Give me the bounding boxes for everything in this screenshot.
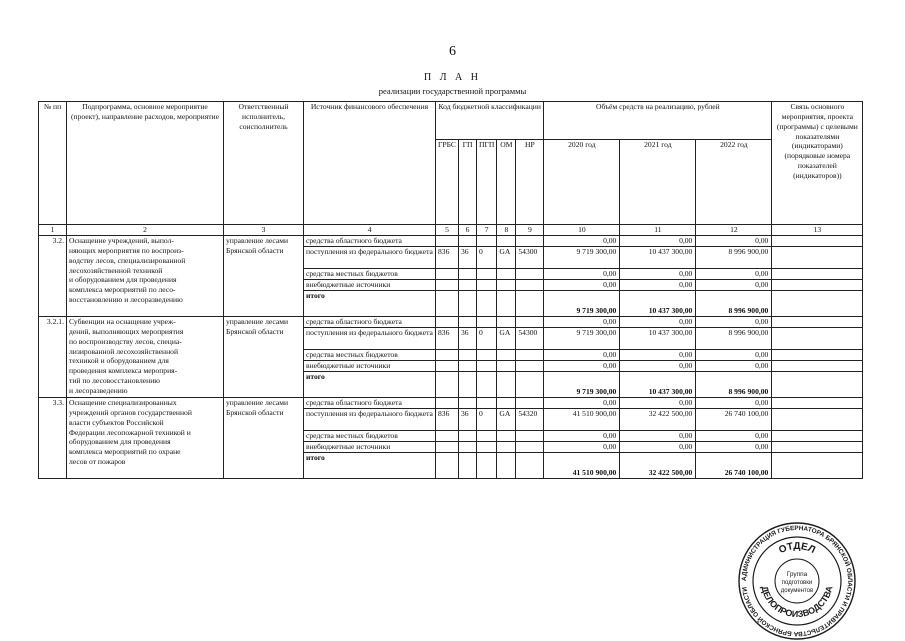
col-number: 2 <box>67 225 224 236</box>
col-number: 5 <box>436 225 459 236</box>
amount-cell: 0,00 <box>620 398 696 409</box>
budget-code <box>516 280 544 291</box>
amount-cell: 10 437 300,00 <box>620 291 696 317</box>
col-number: 13 <box>772 225 863 236</box>
budget-code <box>497 361 516 372</box>
header-gp: ГП <box>459 140 477 225</box>
executor: управление лесами Брянской области <box>224 317 304 398</box>
amount-cell: 26 740 100,00 <box>696 409 772 431</box>
budget-code <box>459 269 477 280</box>
budget-code <box>516 317 544 328</box>
stamp-top-text: ОТДЕЛ <box>777 540 817 557</box>
amount-cell: 9 719 300,00 <box>544 247 620 269</box>
budget-code: GA <box>497 409 516 431</box>
amount-cell: 0,00 <box>696 317 772 328</box>
office-stamp <box>737 521 857 641</box>
page-number: 6 <box>449 44 456 59</box>
funding-source: поступления из федерального бюджета <box>304 247 436 269</box>
amount-cell: 32 422 500,00 <box>620 409 696 431</box>
funding-source: внебюджетные источники <box>304 361 436 372</box>
funding-source: поступления из федерального бюджета <box>304 409 436 431</box>
measure-name: Субвенции на оснащение учреж- дений, выполняющих мероприятия по воспроизводству лесов, специа- лизированной лесохозяйственной техникой и оборудованием для проведения комплекса мероприя- тий по лесовосстановлению и лесоразведению <box>67 317 224 398</box>
budget-code <box>477 269 497 280</box>
budget-code <box>436 431 459 442</box>
indicator-link <box>772 409 863 431</box>
header-num: № пп <box>39 102 67 225</box>
funding-source: поступления из федерального бюджета <box>304 328 436 350</box>
funding-source: внебюджетные источники <box>304 442 436 453</box>
funding-source: внебюджетные источники <box>304 280 436 291</box>
col-number: 6 <box>459 225 477 236</box>
table-row <box>39 236 863 247</box>
col-number: 10 <box>544 225 620 236</box>
amount-cell: 0,00 <box>696 431 772 442</box>
budget-code <box>459 442 477 453</box>
funding-source: итого <box>304 453 436 479</box>
budget-code <box>477 291 497 317</box>
amount-cell: 0,00 <box>696 269 772 280</box>
indicator-link <box>772 453 863 479</box>
budget-code <box>436 453 459 479</box>
amount-cell: 0,00 <box>544 236 620 247</box>
budget-code <box>497 453 516 479</box>
budget-code <box>497 317 516 328</box>
budget-code <box>477 236 497 247</box>
budget-code: GA <box>497 328 516 350</box>
measure-name: Оснащение специализированных учреждений органов государственной власти субъектов Российской Федерации лесопожарной техникой и оборудованием для проведения комплекса мероприятий по охране лесов от пожаров <box>67 398 224 479</box>
amount-cell: 0,00 <box>544 317 620 328</box>
amount-cell: 0,00 <box>544 442 620 453</box>
indicator-link <box>772 431 863 442</box>
budget-code <box>497 372 516 398</box>
header-source: Источник финансового обеспечения <box>304 102 436 225</box>
budget-code <box>497 442 516 453</box>
budget-code <box>497 398 516 409</box>
amount-cell: 0,00 <box>620 236 696 247</box>
header-name: Подпрограмма, основное мероприятие (проект), направление расходов, мероприятие <box>67 102 224 225</box>
funding-source: средства областного бюджета <box>304 236 436 247</box>
amount-cell: 8 996 900,00 <box>696 372 772 398</box>
budget-code <box>516 361 544 372</box>
budget-code <box>477 350 497 361</box>
amount-cell: 0,00 <box>544 361 620 372</box>
budget-code: 54320 <box>516 409 544 431</box>
header-nr: НР <box>516 140 544 225</box>
amount-cell: 10 437 300,00 <box>620 247 696 269</box>
budget-code: 54300 <box>516 328 544 350</box>
amount-cell: 0,00 <box>696 398 772 409</box>
amount-cell: 10 437 300,00 <box>620 372 696 398</box>
budget-code <box>436 269 459 280</box>
indicator-link <box>772 269 863 280</box>
budget-code <box>516 431 544 442</box>
table-row <box>39 398 863 409</box>
budget-code <box>516 350 544 361</box>
amount-cell: 8 996 900,00 <box>696 247 772 269</box>
stamp-bottom-text: ДЕЛОПРОИЗВОДСТВА <box>759 584 835 620</box>
budget-code <box>497 269 516 280</box>
budget-code <box>477 398 497 409</box>
amount-cell: 10 437 300,00 <box>620 328 696 350</box>
budget-code <box>459 291 477 317</box>
amount-cell: 0,00 <box>544 269 620 280</box>
indicator-link <box>772 291 863 317</box>
budget-code <box>497 280 516 291</box>
amount-cell: 26 740 100,00 <box>696 453 772 479</box>
budget-code <box>477 280 497 291</box>
amount-cell: 0,00 <box>620 442 696 453</box>
budget-code <box>436 236 459 247</box>
header-link: Связь основного мероприятия, проекта (программы) с целевыми показателями (индикаторами) (порядковые номера показателей (индикаторов)) <box>772 102 863 225</box>
plan-title: П Л А Н <box>424 72 481 83</box>
budget-code: 836 <box>436 247 459 269</box>
col-number: 7 <box>477 225 497 236</box>
col-number: 9 <box>516 225 544 236</box>
budget-code: 0 <box>477 328 497 350</box>
indicator-link <box>772 350 863 361</box>
funding-source: средства местных бюджетов <box>304 350 436 361</box>
indicator-link <box>772 236 863 247</box>
measure-name: Оснащение учреждений, выпол- няющих мероприятия по воспроиз- водству лесов, специализированной лесохозяйственной техникой и оборудованием для проведения комплекса мероприятий по лесо- восстановлению и лесоразведению <box>67 236 224 317</box>
amount-cell: 8 996 900,00 <box>696 328 772 350</box>
budget-code: GA <box>497 247 516 269</box>
budget-code <box>477 442 497 453</box>
amount-cell: 0,00 <box>620 280 696 291</box>
budget-code <box>436 291 459 317</box>
amount-cell: 0,00 <box>696 280 772 291</box>
indicator-link <box>772 280 863 291</box>
indicator-link <box>772 398 863 409</box>
budget-code <box>436 372 459 398</box>
budget-code <box>436 317 459 328</box>
col-number: 11 <box>620 225 696 236</box>
budget-code <box>516 236 544 247</box>
budget-code: 54300 <box>516 247 544 269</box>
amount-cell: 0,00 <box>696 350 772 361</box>
amount-cell: 9 719 300,00 <box>544 372 620 398</box>
amount-cell: 9 719 300,00 <box>544 291 620 317</box>
budget-code <box>516 398 544 409</box>
budget-code <box>459 431 477 442</box>
stamp-center-line: подготовки <box>781 580 813 586</box>
budget-code <box>459 350 477 361</box>
budget-code: 836 <box>436 328 459 350</box>
funding-source: средства областного бюджета <box>304 317 436 328</box>
budget-code <box>436 350 459 361</box>
header-year-2021: 2021 год <box>620 140 696 225</box>
budget-code <box>459 280 477 291</box>
budget-code <box>459 398 477 409</box>
amount-cell: 9 719 300,00 <box>544 328 620 350</box>
budget-code: 36 <box>459 328 477 350</box>
amount-cell: 0,00 <box>544 431 620 442</box>
table-row <box>39 317 863 328</box>
stamp-center-line: документов <box>780 588 814 594</box>
budget-code <box>477 431 497 442</box>
budget-code <box>477 453 497 479</box>
budget-code: 836 <box>436 409 459 431</box>
header-grbs: ГРБС <box>436 140 459 225</box>
budget-code <box>516 291 544 317</box>
budget-code <box>516 372 544 398</box>
header-executor: Ответственный исполнитель, соисполнитель <box>224 102 304 225</box>
header-om: ОМ <box>497 140 516 225</box>
budget-code <box>497 350 516 361</box>
row-number: 3.2.1. <box>39 317 67 398</box>
budget-code <box>459 317 477 328</box>
amount-cell: 0,00 <box>620 431 696 442</box>
header-year-2022: 2022 год <box>696 140 772 225</box>
amount-cell: 0,00 <box>544 350 620 361</box>
budget-code <box>436 398 459 409</box>
budget-code <box>459 453 477 479</box>
amount-cell: 0,00 <box>544 280 620 291</box>
amount-cell: 0,00 <box>620 269 696 280</box>
amount-cell: 0,00 <box>696 361 772 372</box>
header-year-2020: 2020 год <box>544 140 620 225</box>
indicator-link <box>772 317 863 328</box>
budget-code <box>459 361 477 372</box>
budget-code <box>497 431 516 442</box>
amount-cell: 32 422 500,00 <box>620 453 696 479</box>
funding-source: средства местных бюджетов <box>304 269 436 280</box>
row-number: 3.3. <box>39 398 67 479</box>
col-number: 4 <box>304 225 436 236</box>
col-number: 1 <box>39 225 67 236</box>
indicator-link <box>772 247 863 269</box>
plan-table <box>38 101 863 479</box>
budget-code: 0 <box>477 247 497 269</box>
indicator-link <box>772 372 863 398</box>
budget-code <box>477 361 497 372</box>
funding-source: итого <box>304 372 436 398</box>
header-volume-group: Объём средств на реализацию, рублей <box>544 102 772 140</box>
budget-code <box>516 442 544 453</box>
indicator-link <box>772 442 863 453</box>
row-number: 3.2. <box>39 236 67 317</box>
budget-code <box>459 372 477 398</box>
budget-code: 36 <box>459 247 477 269</box>
stamp-center-line: Группа <box>786 571 808 578</box>
indicator-link <box>772 361 863 372</box>
col-number: 8 <box>497 225 516 236</box>
budget-code <box>516 453 544 479</box>
amount-cell: 8 996 900,00 <box>696 291 772 317</box>
funding-source: средства местных бюджетов <box>304 431 436 442</box>
header-pgp: ПГП <box>477 140 497 225</box>
budget-code <box>459 236 477 247</box>
budget-code <box>436 442 459 453</box>
amount-cell: 41 510 900,00 <box>544 453 620 479</box>
budget-code: 0 <box>477 409 497 431</box>
amount-cell: 0,00 <box>620 361 696 372</box>
amount-cell: 41 510 900,00 <box>544 409 620 431</box>
stamp-ring-text: АДМИНИСТРАЦИЯ ГУБЕРНАТОРА БРЯНСКОЙ ОБЛАСТИ И ПРАВИТЕЛЬСТВА БРЯНСКОЙ ОБЛАСТИ <box>740 524 854 638</box>
budget-code <box>477 317 497 328</box>
budget-code <box>497 291 516 317</box>
funding-source: средства областного бюджета <box>304 398 436 409</box>
header-code-group: Код бюджетной классификации <box>436 102 544 140</box>
executor: управление лесами Брянской области <box>224 398 304 479</box>
amount-cell: 0,00 <box>544 398 620 409</box>
col-number: 3 <box>224 225 304 236</box>
funding-source: итого <box>304 291 436 317</box>
budget-code <box>436 280 459 291</box>
indicator-link <box>772 328 863 350</box>
budget-code <box>477 372 497 398</box>
budget-code <box>497 236 516 247</box>
amount-cell: 0,00 <box>620 350 696 361</box>
plan-subtitle: реализации государственной программы <box>378 86 527 96</box>
amount-cell: 0,00 <box>620 317 696 328</box>
executor: управление лесами Брянской области <box>224 236 304 317</box>
budget-code: 36 <box>459 409 477 431</box>
col-number: 12 <box>696 225 772 236</box>
budget-code <box>436 361 459 372</box>
amount-cell: 0,00 <box>696 442 772 453</box>
amount-cell: 0,00 <box>696 236 772 247</box>
budget-code <box>516 269 544 280</box>
